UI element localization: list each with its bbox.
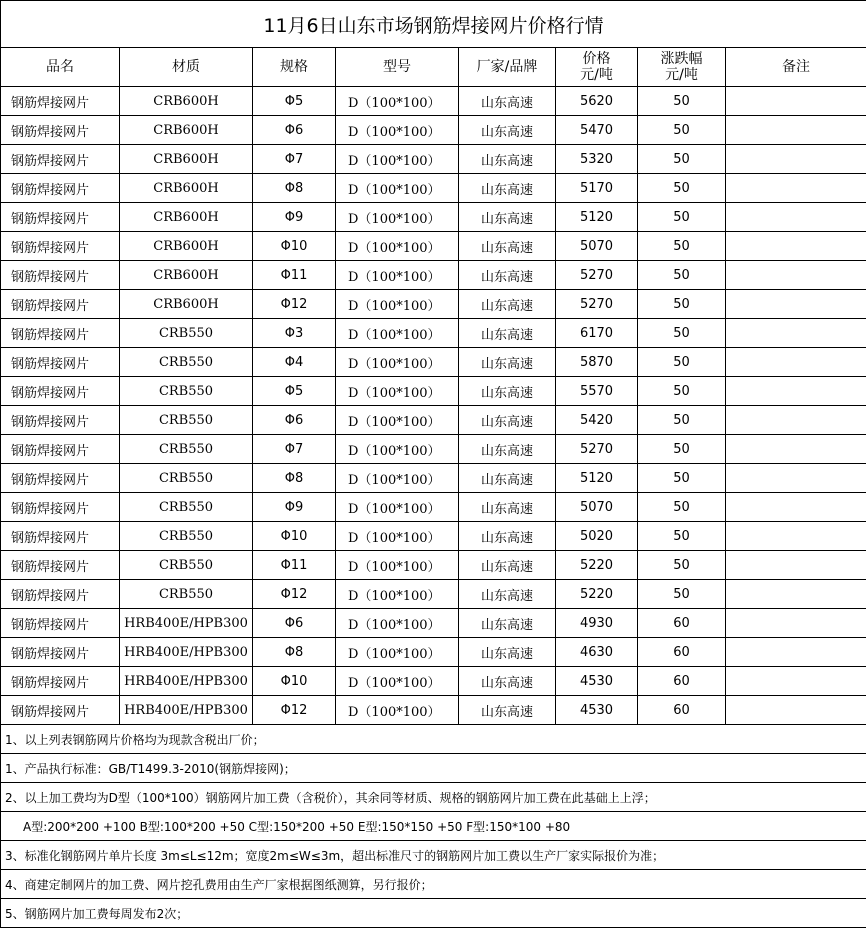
cell-model: D（100*100） (336, 348, 459, 377)
cell-spec: Φ8 (253, 638, 336, 667)
cell-name: 钢筋焊接网片 (1, 551, 120, 580)
cell-name: 钢筋焊接网片 (1, 319, 120, 348)
cell-material: CRB600H (120, 290, 253, 319)
cell-name: 钢筋焊接网片 (1, 290, 120, 319)
cell-model: D（100*100） (336, 203, 459, 232)
note-text: 3、标准化钢筋网片单片长度 3m≤L≤12m；宽度2m≤W≤3m，超出标准尺寸的钢筋网片加工费以生产厂家实际报价为准； (1, 841, 866, 870)
cell-spec: Φ12 (253, 580, 336, 609)
cell-brand: 山东高速 (459, 522, 556, 551)
cell-remark (726, 522, 866, 551)
cell-material: HRB400E/HPB300 (120, 667, 253, 696)
cell-change: 50 (638, 145, 726, 174)
header-material: 材质 (120, 48, 253, 87)
cell-remark (726, 87, 866, 116)
cell-material: CRB600H (120, 203, 253, 232)
cell-price: 6170 (556, 319, 638, 348)
cell-spec: Φ5 (253, 377, 336, 406)
cell-remark (726, 580, 866, 609)
header-remark: 备注 (726, 48, 866, 87)
cell-name: 钢筋焊接网片 (1, 522, 120, 551)
cell-brand: 山东高速 (459, 493, 556, 522)
header-price (556, 48, 638, 87)
header-change-line2: 元/吨 (665, 67, 698, 83)
cell-material: CRB550 (120, 377, 253, 406)
cell-name: 钢筋焊接网片 (1, 580, 120, 609)
cell-name: 钢筋焊接网片 (1, 348, 120, 377)
cell-brand: 山东高速 (459, 638, 556, 667)
cell-price: 5070 (556, 232, 638, 261)
cell-price: 5570 (556, 377, 638, 406)
cell-remark (726, 667, 866, 696)
cell-change: 50 (638, 261, 726, 290)
note-row (1, 899, 866, 928)
table-row (1, 696, 866, 725)
note-row (1, 783, 866, 812)
cell-material: CRB550 (120, 435, 253, 464)
cell-model: D（100*100） (336, 232, 459, 261)
cell-brand: 山东高速 (459, 87, 556, 116)
cell-price: 5270 (556, 290, 638, 319)
cell-change: 50 (638, 232, 726, 261)
cell-name: 钢筋焊接网片 (1, 377, 120, 406)
note-text: 5、钢筋网片加工费每周发布2次； (1, 899, 866, 928)
table-row (1, 232, 866, 261)
cell-remark (726, 174, 866, 203)
note-text: 1、产品执行标准：GB/T1499.3-2010(钢筋焊接网)； (1, 754, 866, 783)
cell-model: D（100*100） (336, 696, 459, 725)
cell-spec: Φ3 (253, 319, 336, 348)
cell-price: 5070 (556, 493, 638, 522)
cell-remark (726, 435, 866, 464)
cell-price: 5120 (556, 464, 638, 493)
cell-material: CRB600H (120, 232, 253, 261)
cell-model: D（100*100） (336, 174, 459, 203)
cell-remark (726, 116, 866, 145)
table-row (1, 435, 866, 464)
cell-price: 5470 (556, 116, 638, 145)
cell-change: 50 (638, 522, 726, 551)
cell-brand: 山东高速 (459, 116, 556, 145)
cell-spec: Φ12 (253, 290, 336, 319)
cell-change: 50 (638, 580, 726, 609)
cell-name: 钢筋焊接网片 (1, 145, 120, 174)
cell-change: 50 (638, 203, 726, 232)
cell-model: D（100*100） (336, 580, 459, 609)
page-title: 11月6日山东市场钢筋焊接网片价格行情 (1, 1, 866, 48)
cell-spec: Φ5 (253, 87, 336, 116)
cell-price: 5320 (556, 145, 638, 174)
cell-name: 钢筋焊接网片 (1, 493, 120, 522)
cell-model: D（100*100） (336, 377, 459, 406)
cell-change: 50 (638, 493, 726, 522)
cell-name: 钢筋焊接网片 (1, 261, 120, 290)
cell-material: HRB400E/HPB300 (120, 609, 253, 638)
cell-price: 5420 (556, 406, 638, 435)
cell-material: CRB550 (120, 319, 253, 348)
cell-material: CRB550 (120, 522, 253, 551)
cell-remark (726, 232, 866, 261)
cell-material: CRB550 (120, 464, 253, 493)
header-model: 型号 (336, 48, 459, 87)
table-row (1, 377, 866, 406)
header-price-line1: 价格 (582, 51, 611, 67)
cell-name: 钢筋焊接网片 (1, 406, 120, 435)
cell-change: 50 (638, 435, 726, 464)
cell-spec: Φ9 (253, 493, 336, 522)
cell-change: 50 (638, 377, 726, 406)
table-row (1, 348, 866, 377)
table-row (1, 290, 866, 319)
cell-spec: Φ6 (253, 116, 336, 145)
table-row (1, 116, 866, 145)
table-row (1, 464, 866, 493)
cell-change: 50 (638, 87, 726, 116)
cell-change: 50 (638, 348, 726, 377)
cell-change: 50 (638, 464, 726, 493)
cell-model: D（100*100） (336, 145, 459, 174)
cell-spec: Φ8 (253, 464, 336, 493)
note-row (1, 870, 866, 899)
note-text: 1、以上列表钢筋网片价格均为现款含税出厂价； (1, 725, 866, 754)
cell-spec: Φ6 (253, 406, 336, 435)
cell-remark (726, 638, 866, 667)
cell-brand: 山东高速 (459, 667, 556, 696)
cell-model: D（100*100） (336, 116, 459, 145)
cell-brand: 山东高速 (459, 319, 556, 348)
table-row (1, 609, 866, 638)
cell-name: 钢筋焊接网片 (1, 435, 120, 464)
cell-model: D（100*100） (336, 493, 459, 522)
cell-model: D（100*100） (336, 261, 459, 290)
cell-price: 5620 (556, 87, 638, 116)
cell-model: D（100*100） (336, 435, 459, 464)
cell-spec: Φ10 (253, 522, 336, 551)
cell-change: 50 (638, 319, 726, 348)
cell-change: 60 (638, 667, 726, 696)
cell-brand: 山东高速 (459, 232, 556, 261)
table-row (1, 551, 866, 580)
cell-brand: 山东高速 (459, 609, 556, 638)
cell-price: 4530 (556, 696, 638, 725)
cell-remark (726, 377, 866, 406)
header-change (638, 48, 726, 87)
table-row (1, 493, 866, 522)
cell-spec: Φ10 (253, 232, 336, 261)
note-text: 2、以上加工费均为D型（100*100）钢筋网片加工费（含税价），其余同等材质、规格的钢筋网片加工费在此基础上上浮； (1, 783, 866, 812)
note-text: 4、商建定制网片的加工费、网片挖孔费用由生产厂家根据图纸测算，另行报价； (1, 870, 866, 899)
cell-remark (726, 319, 866, 348)
note-row (1, 754, 866, 783)
header-spec: 规格 (253, 48, 336, 87)
header-price-line2: 元/吨 (580, 67, 613, 83)
cell-name: 钢筋焊接网片 (1, 232, 120, 261)
cell-brand: 山东高速 (459, 377, 556, 406)
note-row (1, 725, 866, 754)
cell-model: D（100*100） (336, 406, 459, 435)
cell-material: CRB600H (120, 261, 253, 290)
cell-name: 钢筋焊接网片 (1, 116, 120, 145)
cell-remark (726, 406, 866, 435)
cell-name: 钢筋焊接网片 (1, 609, 120, 638)
cell-brand: 山东高速 (459, 580, 556, 609)
cell-change: 50 (638, 174, 726, 203)
cell-material: HRB400E/HPB300 (120, 638, 253, 667)
note-text: A型:200*200 +100 B型:100*200 +50 C型:150*200 +50 E型:150*150 +50 F型:150*100 +80 (1, 812, 866, 841)
cell-name: 钢筋焊接网片 (1, 696, 120, 725)
cell-name: 钢筋焊接网片 (1, 174, 120, 203)
cell-change: 50 (638, 290, 726, 319)
cell-material: CRB550 (120, 348, 253, 377)
cell-price: 4630 (556, 638, 638, 667)
cell-remark (726, 493, 866, 522)
cell-spec: Φ9 (253, 203, 336, 232)
cell-brand: 山东高速 (459, 406, 556, 435)
table-row (1, 174, 866, 203)
cell-remark (726, 609, 866, 638)
cell-material: CRB550 (120, 493, 253, 522)
cell-name: 钢筋焊接网片 (1, 667, 120, 696)
cell-material: CRB550 (120, 580, 253, 609)
cell-spec: Φ10 (253, 667, 336, 696)
cell-material: HRB400E/HPB300 (120, 696, 253, 725)
table-row (1, 87, 866, 116)
cell-price: 5220 (556, 551, 638, 580)
cell-model: D（100*100） (336, 522, 459, 551)
note-row (1, 841, 866, 870)
cell-brand: 山东高速 (459, 261, 556, 290)
cell-price: 5120 (556, 203, 638, 232)
cell-brand: 山东高速 (459, 464, 556, 493)
cell-brand: 山东高速 (459, 174, 556, 203)
table-row (1, 145, 866, 174)
table-row (1, 667, 866, 696)
cell-remark (726, 696, 866, 725)
cell-name: 钢筋焊接网片 (1, 638, 120, 667)
cell-change: 50 (638, 551, 726, 580)
cell-spec: Φ7 (253, 435, 336, 464)
cell-remark (726, 261, 866, 290)
cell-brand: 山东高速 (459, 551, 556, 580)
note-row (1, 812, 866, 841)
table-row (1, 261, 866, 290)
cell-spec: Φ4 (253, 348, 336, 377)
cell-name: 钢筋焊接网片 (1, 203, 120, 232)
cell-brand: 山东高速 (459, 435, 556, 464)
cell-change: 60 (638, 638, 726, 667)
table-row (1, 406, 866, 435)
cell-price: 5170 (556, 174, 638, 203)
cell-model: D（100*100） (336, 319, 459, 348)
cell-remark (726, 348, 866, 377)
cell-model: D（100*100） (336, 609, 459, 638)
cell-material: CRB600H (120, 87, 253, 116)
cell-remark (726, 464, 866, 493)
cell-change: 60 (638, 609, 726, 638)
cell-model: D（100*100） (336, 464, 459, 493)
cell-remark (726, 290, 866, 319)
cell-price: 5220 (556, 580, 638, 609)
cell-price: 5270 (556, 261, 638, 290)
cell-material: CRB600H (120, 145, 253, 174)
cell-model: D（100*100） (336, 551, 459, 580)
table-row (1, 580, 866, 609)
cell-brand: 山东高速 (459, 696, 556, 725)
table-row (1, 522, 866, 551)
cell-price: 4530 (556, 667, 638, 696)
table-row (1, 203, 866, 232)
cell-spec: Φ7 (253, 145, 336, 174)
cell-material: CRB600H (120, 116, 253, 145)
cell-material: CRB550 (120, 406, 253, 435)
cell-price: 5870 (556, 348, 638, 377)
cell-change: 60 (638, 696, 726, 725)
cell-price: 5020 (556, 522, 638, 551)
table-row (1, 319, 866, 348)
cell-spec: Φ6 (253, 609, 336, 638)
cell-change: 50 (638, 116, 726, 145)
header-change-line1: 涨跌幅 (660, 51, 703, 67)
cell-model: D（100*100） (336, 87, 459, 116)
header-name: 品名 (1, 48, 120, 87)
cell-brand: 山东高速 (459, 145, 556, 174)
cell-model: D（100*100） (336, 667, 459, 696)
cell-brand: 山东高速 (459, 290, 556, 319)
cell-price: 5270 (556, 435, 638, 464)
cell-material: CRB600H (120, 174, 253, 203)
cell-price: 4930 (556, 609, 638, 638)
cell-remark (726, 145, 866, 174)
cell-name: 钢筋焊接网片 (1, 464, 120, 493)
cell-name: 钢筋焊接网片 (1, 87, 120, 116)
cell-brand: 山东高速 (459, 203, 556, 232)
header-brand: 厂家/品牌 (459, 48, 556, 87)
cell-spec: Φ8 (253, 174, 336, 203)
cell-model: D（100*100） (336, 290, 459, 319)
header-row (1, 48, 866, 87)
cell-model: D（100*100） (336, 638, 459, 667)
cell-remark (726, 551, 866, 580)
cell-spec: Φ11 (253, 261, 336, 290)
cell-material: CRB550 (120, 551, 253, 580)
cell-spec: Φ12 (253, 696, 336, 725)
cell-brand: 山东高速 (459, 348, 556, 377)
cell-remark (726, 203, 866, 232)
cell-spec: Φ11 (253, 551, 336, 580)
table-row (1, 638, 866, 667)
cell-change: 50 (638, 406, 726, 435)
